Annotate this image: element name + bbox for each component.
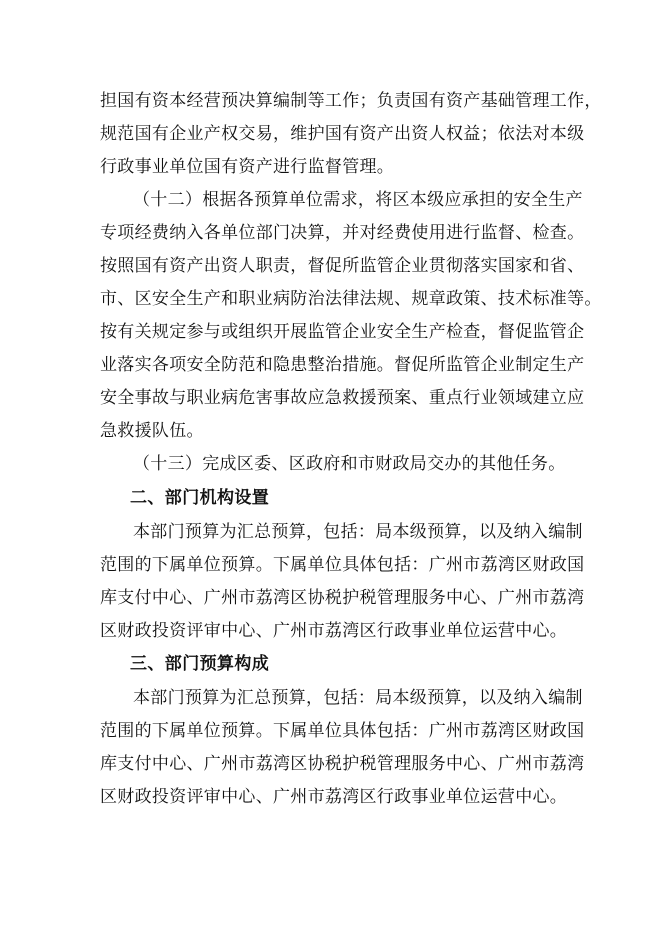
paragraph-2-line-8: 急救援队伍。 [100, 421, 204, 441]
paragraph-2-line-1: （十二）根据各预算单位需求，将区本级应承担的安全生产 [133, 190, 583, 210]
paragraph-4-line-2: 范围的下属单位预算。下属单位具体包括：广州市荔湾区财政国 [100, 555, 585, 575]
paragraph-5-line-2: 范围的下属单位预算。下属单位具体包括：广州市荔湾区财政国 [100, 721, 585, 741]
paragraph-1-line-2: 规范国有企业产权交易，维护国有资产出资人权益；依法对本级 [100, 124, 585, 144]
paragraph-2-line-2: 专项经费纳入各单位部门决算，并对经费使用进行监督、检查。 [100, 223, 585, 243]
paragraph-2-line-5: 按有关规定参与或组织开展监管企业安全生产检查，督促监管企 [100, 322, 585, 342]
paragraph-2-line-7: 安全事故与职业病危害事故应急救援预案、重点行业领域建立应 [100, 388, 585, 408]
paragraph-4-line-4: 区财政投资评审中心、广州市荔湾区行政事业单位运营中心。 [100, 621, 568, 641]
paragraph-2-line-6: 业落实各项安全防范和隐患整治措施。督促所监管企业制定生产 [100, 355, 585, 375]
paragraph-3: （十三）完成区委、区政府和市财政局交办的其他任务。 [133, 454, 566, 474]
paragraph-5-line-4: 区财政投资评审中心、广州市荔湾区行政事业单位运营中心。 [100, 787, 568, 807]
paragraph-1-line-3: 行政事业单位国有资产进行监督管理。 [100, 157, 395, 177]
section-heading-organization: 二、部门机构设置 [130, 488, 270, 508]
paragraph-4-line-1: 本部门预算为汇总预算，包括：局本级预算，以及纳入编制 [133, 522, 583, 542]
paragraph-5-line-1: 本部门预算为汇总预算，包括：局本级预算，以及纳入编制 [133, 688, 583, 708]
paragraph-2-line-3: 按照国有资产出资人职责，督促所监管企业贯彻落实国家和省、 [100, 256, 585, 276]
paragraph-4-line-3: 库支付中心、广州市荔湾区协税护税管理服务中心、广州市荔湾 [100, 588, 585, 608]
paragraph-2-line-4: 市、区安全生产和职业病防治法律法规、规章政策、技术标准等。 [100, 289, 602, 309]
paragraph-5-line-3: 库支付中心、广州市荔湾区协税护税管理服务中心、广州市荔湾 [100, 754, 585, 774]
paragraph-1-line-1: 担国有资本经营预决算编制等工作；负责国有资产基础管理工作， [100, 91, 602, 111]
section-heading-budget-composition: 三、部门预算构成 [130, 654, 270, 674]
